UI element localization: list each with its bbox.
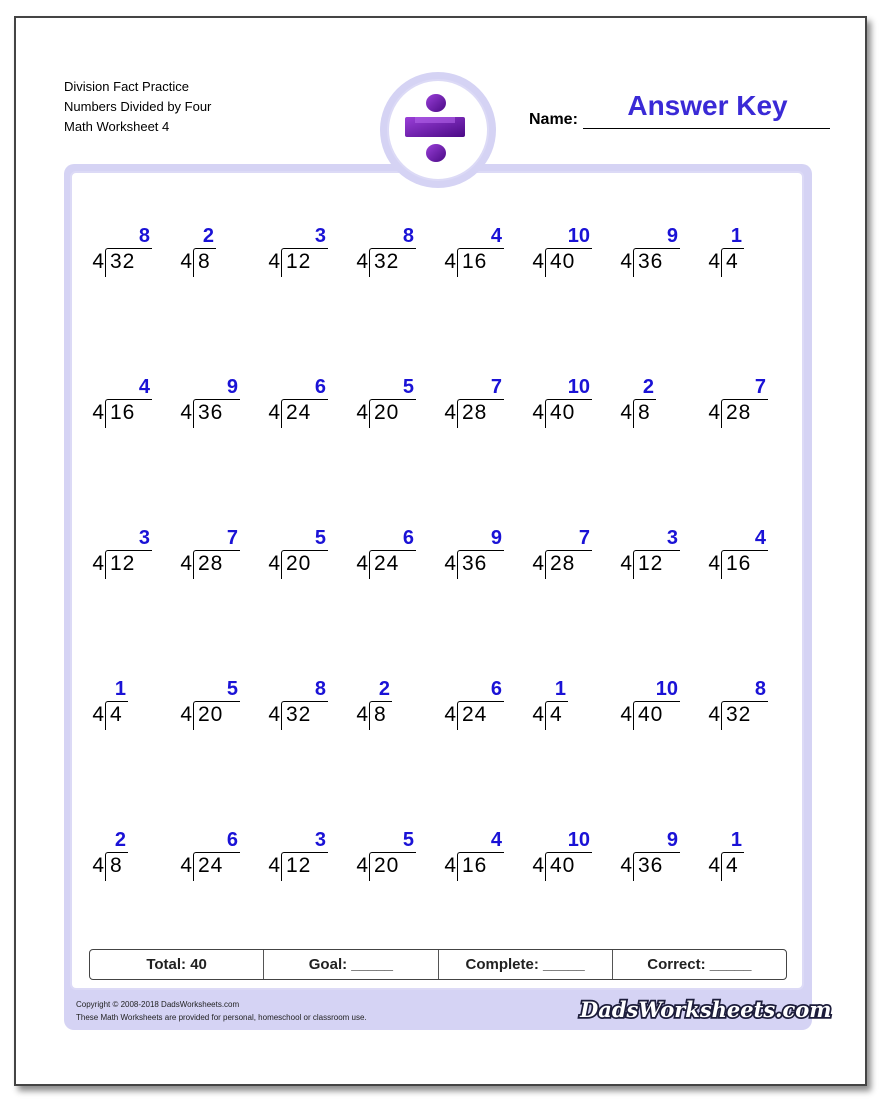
answer: 9	[226, 376, 238, 398]
division-problem	[616, 527, 706, 587]
division-problem	[616, 225, 706, 285]
answer: 10	[567, 376, 590, 398]
answer: 5	[226, 678, 238, 700]
answer: 8	[138, 225, 150, 247]
dividend: 20	[198, 703, 224, 726]
divisor: 4	[92, 552, 104, 575]
divisor: 4	[532, 703, 544, 726]
divisor: 4	[180, 703, 192, 726]
division-problem	[704, 225, 794, 285]
answer: 5	[314, 527, 326, 549]
division-problem	[88, 527, 178, 587]
worksheet-number: Math Worksheet 4	[64, 119, 170, 134]
divisor: 4	[180, 854, 192, 877]
divisor: 4	[532, 250, 544, 273]
divisor: 4	[92, 854, 104, 877]
answer: 8	[402, 225, 414, 247]
division-problem	[264, 225, 354, 285]
division-problem	[440, 376, 530, 436]
division-problem	[264, 678, 354, 738]
answer: 6	[226, 829, 238, 851]
divisor: 4	[92, 703, 104, 726]
divisor: 4	[708, 854, 720, 877]
division-problem	[440, 527, 530, 587]
answer: 9	[666, 225, 678, 247]
dividend: 12	[286, 854, 312, 877]
answer: 4	[754, 527, 766, 549]
answer: 9	[490, 527, 502, 549]
divisor: 4	[708, 250, 720, 273]
divisor: 4	[708, 703, 720, 726]
answer: 3	[666, 527, 678, 549]
answer: 9	[666, 829, 678, 851]
answer: 10	[655, 678, 678, 700]
dividend: 4	[550, 703, 563, 726]
dividend: 40	[550, 854, 576, 877]
worksheet-title: Division Fact Practice	[64, 79, 189, 94]
division-problem	[616, 678, 706, 738]
divisor: 4	[180, 401, 192, 424]
dividend: 20	[374, 854, 400, 877]
divisor: 4	[620, 250, 632, 273]
name-value: Answer Key	[627, 90, 788, 121]
dividend: 8	[374, 703, 387, 726]
dividend: 32	[110, 250, 136, 273]
division-problem	[440, 829, 530, 889]
division-problem	[176, 527, 266, 587]
division-problem	[616, 829, 706, 889]
division-problem	[440, 225, 530, 285]
divisor: 4	[268, 401, 280, 424]
division-sign-icon	[401, 91, 473, 167]
divisor: 4	[444, 552, 456, 575]
division-problem	[88, 376, 178, 436]
dividend: 12	[110, 552, 136, 575]
divisor: 4	[444, 401, 456, 424]
dividend: 40	[550, 401, 576, 424]
answer: 7	[754, 376, 766, 398]
division-problem	[704, 829, 794, 889]
division-problem	[176, 678, 266, 738]
division-problem	[352, 225, 442, 285]
division-problem	[352, 829, 442, 889]
dividend: 4	[110, 703, 123, 726]
dividend: 20	[374, 401, 400, 424]
answer: 8	[314, 678, 326, 700]
division-problem	[704, 678, 794, 738]
worksheet-header	[64, 77, 211, 137]
divisor: 4	[356, 703, 368, 726]
answer: 8	[754, 678, 766, 700]
division-problem	[704, 527, 794, 587]
divisor: 4	[268, 703, 280, 726]
answer: 3	[314, 829, 326, 851]
divisor: 4	[532, 552, 544, 575]
answer: 10	[567, 829, 590, 851]
dividend: 28	[198, 552, 224, 575]
divisor: 4	[356, 552, 368, 575]
division-problem	[176, 829, 266, 889]
answer: 10	[567, 225, 590, 247]
division-problem	[88, 829, 178, 889]
correct-cell[interactable]: Correct: _____	[647, 956, 752, 973]
divisor: 4	[356, 854, 368, 877]
dividend: 36	[638, 250, 664, 273]
answer: 1	[730, 225, 742, 247]
answer: 7	[578, 527, 590, 549]
dividend: 28	[726, 401, 752, 424]
divisor: 4	[444, 250, 456, 273]
answer: 5	[402, 829, 414, 851]
divisor: 4	[180, 552, 192, 575]
answer: 6	[402, 527, 414, 549]
division-problem	[528, 225, 618, 285]
dividend: 16	[726, 552, 752, 575]
division-problem	[176, 376, 266, 436]
divisor: 4	[268, 250, 280, 273]
division-problem	[264, 376, 354, 436]
division-problem	[264, 527, 354, 587]
dividend: 4	[726, 854, 739, 877]
divisor: 4	[532, 401, 544, 424]
dividend: 24	[286, 401, 312, 424]
answer: 6	[314, 376, 326, 398]
dividend: 24	[462, 703, 488, 726]
division-problem	[616, 376, 706, 436]
divisor: 4	[180, 250, 192, 273]
answer: 6	[490, 678, 502, 700]
footer-text	[76, 998, 367, 1024]
dividend: 8	[198, 250, 211, 273]
brand-logo	[576, 990, 832, 1026]
divisor: 4	[620, 401, 632, 424]
dividend: 24	[198, 854, 224, 877]
dividend: 16	[110, 401, 136, 424]
divisor: 4	[444, 854, 456, 877]
answer: 3	[138, 527, 150, 549]
total-cell: Total: 40	[90, 950, 264, 979]
dividend: 40	[550, 250, 576, 273]
division-problem	[528, 829, 618, 889]
division-problem	[528, 376, 618, 436]
dividend: 32	[286, 703, 312, 726]
divisor: 4	[708, 401, 720, 424]
name-label: Name:	[529, 111, 578, 128]
divisor: 4	[620, 552, 632, 575]
answer: 7	[226, 527, 238, 549]
division-problem	[352, 678, 442, 738]
division-problem	[176, 225, 266, 285]
division-problem	[352, 527, 442, 587]
worksheet-subtitle: Numbers Divided by Four	[64, 99, 212, 114]
division-problem	[528, 678, 618, 738]
answer: 1	[554, 678, 566, 700]
dividend: 28	[550, 552, 576, 575]
dividend: 20	[286, 552, 312, 575]
answer: 3	[314, 225, 326, 247]
name-field-line[interactable]	[583, 127, 830, 129]
answer: 4	[490, 829, 502, 851]
dividend: 8	[638, 401, 651, 424]
answer: 1	[730, 829, 742, 851]
division-problem	[704, 376, 794, 436]
divisor: 4	[92, 250, 104, 273]
divisor: 4	[356, 401, 368, 424]
dividend: 12	[638, 552, 664, 575]
divisor: 4	[620, 703, 632, 726]
dividend: 32	[374, 250, 400, 273]
divisor: 4	[708, 552, 720, 575]
score-bar	[89, 949, 787, 980]
answer: 5	[402, 376, 414, 398]
dividend: 12	[286, 250, 312, 273]
dividend: 16	[462, 250, 488, 273]
dividend: 4	[726, 250, 739, 273]
division-problem	[264, 829, 354, 889]
dividend: 8	[110, 854, 123, 877]
copyright-text: Copyright © 2008-2018 DadsWorksheets.com	[76, 1000, 240, 1009]
answer: 2	[642, 376, 654, 398]
divisor: 4	[532, 854, 544, 877]
goal-cell[interactable]: Goal: _____	[264, 950, 438, 979]
dividend: 36	[462, 552, 488, 575]
answer: 2	[202, 225, 214, 247]
dividend: 36	[198, 401, 224, 424]
divisor: 4	[444, 703, 456, 726]
answer: 4	[138, 376, 150, 398]
division-problem	[352, 376, 442, 436]
answer: 7	[490, 376, 502, 398]
divisor: 4	[268, 854, 280, 877]
division-problem	[88, 678, 178, 738]
complete-cell[interactable]: Complete: _____	[439, 950, 613, 979]
dividend: 28	[462, 401, 488, 424]
divisor: 4	[620, 854, 632, 877]
division-problem	[528, 527, 618, 587]
dividend: 36	[638, 854, 664, 877]
answer: 1	[114, 678, 126, 700]
brand-logo-text: DadsWorksheets.com	[580, 997, 832, 1022]
usage-notice: These Math Worksheets are provided for personal, homeschool or classroom use.	[76, 1013, 367, 1022]
answer: 2	[114, 829, 126, 851]
divisor: 4	[92, 401, 104, 424]
answer: 4	[490, 225, 502, 247]
dividend: 40	[638, 703, 664, 726]
dividend: 32	[726, 703, 752, 726]
division-problem	[440, 678, 530, 738]
dividend: 16	[462, 854, 488, 877]
answer: 2	[378, 678, 390, 700]
divisor: 4	[356, 250, 368, 273]
divisor: 4	[268, 552, 280, 575]
division-problem	[88, 225, 178, 285]
dividend: 24	[374, 552, 400, 575]
